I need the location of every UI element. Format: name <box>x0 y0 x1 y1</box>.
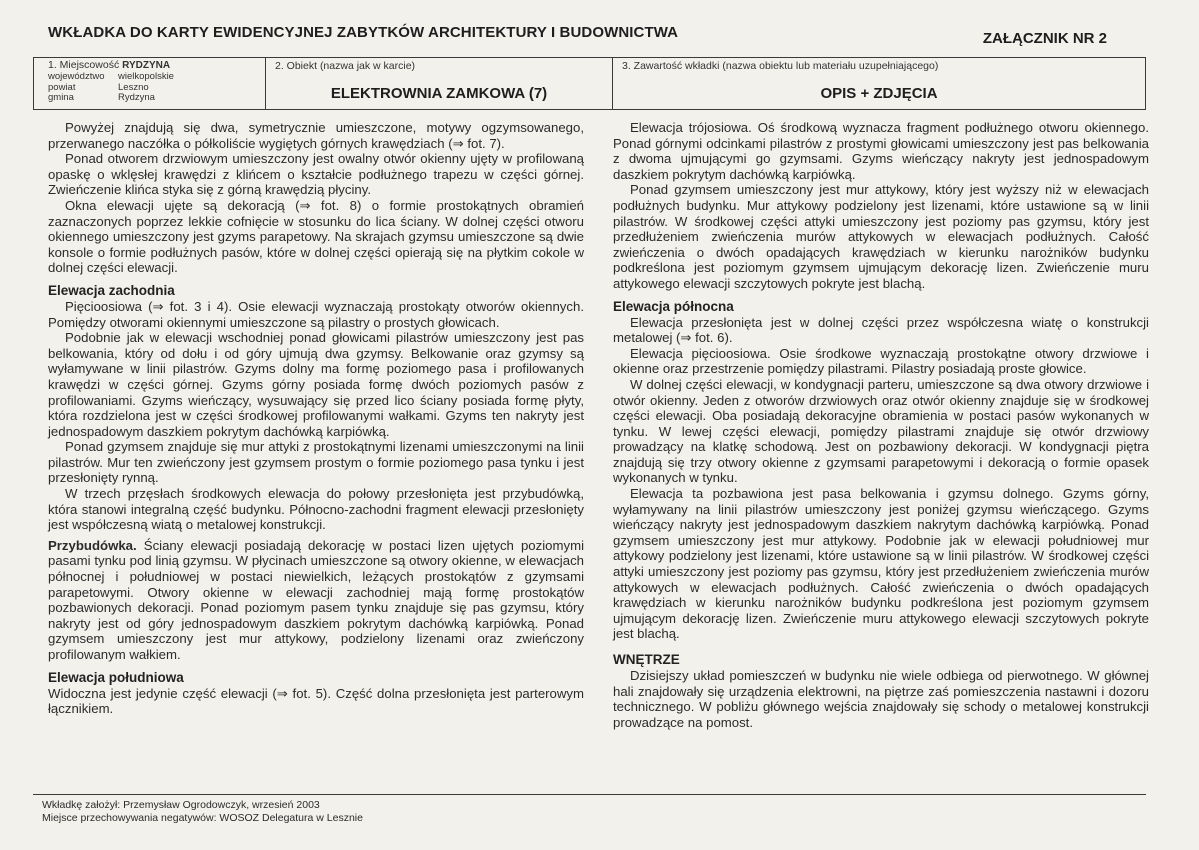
paragraph: Okna elewacji ujęte są dekoracją (⇒ fot. 8) o formie prostokątnych obramień zaznaczonych poprzez lekkie cofnięcie w stosunku do lica ściany. W dolnej części otworu okiennego umieszczony jest gzyms parapetowy. Na skrajach gzymsu umieszczone są dwie konsole o formie podłużnych pasów, które w dolnej części opierają się na płytkim cokole w dolnej części elewacji. <box>48 197 584 276</box>
footer-negatives: Miejsce przechowywania negatywów: WOSOZ Delegatura w Lesznie <box>42 811 363 824</box>
paragraph: Ponad otworem drzwiowym umieszczony jest owalny otwór okienny ujęty w profilowaną opaskę o wklęsłej krawędzi z klińcem o kształcie podłużnego trapezu w części górnej. Zwieńczenie klińca styka się z górną krawędzią płyciny. <box>48 151 584 198</box>
footer-author: Wkładkę założył: Przemysław Ogrodowczyk, wrzesień 2003 <box>42 799 320 811</box>
paragraph: Ponad gzymsem znajduje się mur attyki z prostokątnymi lizenami umieszczonymi na linii pilastrów. Mur ten zwieńczony jest gzymsem prostym o formie poziomego pasa tynku i jest przesłonięty rynną. <box>48 439 584 486</box>
annex-title: Przybudówka. <box>48 537 137 553</box>
paragraph: Elewacja trójosiowa. Oś środkową wyznacza fragment podłużnego otworu okiennego. Ponad górnymi odcinkami pilastrów z prostymi głowicami umieszczony jest pas belkowania z dwoma ujmującymi go gzymsami. Gzyms wieńczący nakryty jest jednospadowym daszkiem pokrytym dachówką karpiówką. <box>613 120 1149 182</box>
location-label: 1. Miejscowość <box>48 59 120 71</box>
paragraph: Elewacja przesłonięta jest w dolnej części przez współczesna wiatę o konstrukcji metalowej (⇒ fot. 6). <box>613 314 1149 346</box>
location-value: RYDZYNA <box>122 60 171 71</box>
object-value: ELEKTROWNIA ZAMKOWA (7) <box>330 85 548 102</box>
content-label: 3. Zawartość wkładki (nazwa obiektu lub materiału uzupełniającego) <box>622 60 939 72</box>
attachment-number: ZAŁĄCZNIK NR 2 <box>982 30 1107 47</box>
paragraph: Dzisiejszy układ pomieszczeń w budynku nie wiele odbiega od pierwotnego. W głównej hali znajdowały się urządzenia elektrowni, na piętrze zaś pomieszczenia nastawni i dozoru technicznego. W pobliżu głównego wejścia znajdowały się schody o metalowej konstrukcji prowadzące na pomost. <box>613 668 1149 730</box>
county-value: Leszno <box>118 81 149 93</box>
municipality-value: Rydzyna <box>118 92 155 103</box>
section-heading-west: Elewacja zachodnia <box>48 282 175 298</box>
object-label: 2. Obiekt (nazwa jak w karcie) <box>275 60 416 72</box>
location-cell <box>34 58 265 109</box>
paragraph: W trzech przęsłach środkowych elewacja do połowy przesłonięta jest przybudówką, która stanowi integralną część budynku. Północno-zachodni fragment elewacji przesłonięty jest współczesną wiatą o metalowej konstrukcji. <box>48 486 584 533</box>
footer <box>33 794 1146 824</box>
voivodeship-label: województwo <box>48 71 105 82</box>
paragraph: Powyżej znajdują się dwa, symetrycznie umieszczone, motywy ogzymsowanego, przerwanego naczółka o półkoliście wygiętych górnych krawędziach (⇒ fot. 7). <box>48 120 584 151</box>
record-header-box <box>33 57 1146 110</box>
paragraph: Pięcioosiowa (⇒ fot. 3 i 4). Osie elewacji wyznaczają prostokąty otworów okiennych. Pomiędzy otworami okiennymi umieszczone są pilastry o prostych głowicach. <box>48 298 584 330</box>
paragraph: Ponad gzymsem umieszczony jest mur attykowy, który jest wyższy niż w elewacjach podłużnych budynku. Mur attykowy podzielony jest lizenami, które ustawione są w linii pilastrów. W środkowej części attyki umieszczony jest poziomy pas gzymsu, który jest przedłużeniem zwieńczenia murów attykowych w elewacjach podłużnych. Całość zwieńczenia o dwóch opadających krawędziach w kierunku narożników budynku podkreślona jest poziomym gzymsem ujmującym dekorację lizen. Zwieńczenie muru attykowego elewacji szczytowych pokryte jest blachą. <box>613 182 1149 291</box>
section-heading-north: Elewacja północna <box>613 298 734 314</box>
content-value: OPIS + ZDJĘCIA <box>820 85 938 102</box>
paragraph: Elewacja pięcioosiowa. Osie środkowe wyznaczają prostokątne otwory drzwiowe i okienne oraz przestrzenie pomiędzy pilastrami. Pilastry posiadają proste głowice. <box>613 345 1149 377</box>
county-label: powiat <box>48 81 76 93</box>
right-column <box>613 120 1149 730</box>
section-heading-interior: WNĘTRZE <box>613 652 680 667</box>
content-cell <box>612 58 1145 109</box>
object-cell <box>265 58 612 109</box>
location-details <box>48 72 265 104</box>
paragraph: W dolnej części elewacji, w kondygnacji parteru, umieszczone są dwa otwory drzwiowe i otwór okienny. Jeden z otworów drzwiowych oraz otwór okienny znajduje się w środkowej części elewacji. Oba posiadają dekoracyjne obramienia w postaci pasów wykonanych w tynku. W lewej części elewacji, pomiędzy pilastrami znajduje się otwór drzwiowy prowadzący na klatkę schodową. Jest on pozbawiony dekoracji. W kondygnacji piętra znajdują się trzy otwory okienne z gzymsami parapetowymi i dekoracją o formie opasek wykonanych w tynku. <box>613 376 1149 486</box>
voivodeship-value: wielkopolskie <box>118 71 174 82</box>
paragraph: Podobnie jak w elewacji wschodniej ponad głowicami pilastrów umieszczony jest pas belkowania, który od dołu i od góry ujmują dwa gzymsy. Belkowanie oraz gzymsy są wyłamywane w linii pilastrów. Gzyms dolny ma formę poziomego pasa i profilowanych krawędzi w części górnej. Gzyms górny posiada formę dwóch poziomych pasów z profilowaniami. Gzyms wieńczący, wysuwający się przed lico ściany posiada formę płyty, która rozdzielona jest w części środkowej profilowanymi wałkami. Gzyms ten nakryty jest jednospadowym daszkiem pokrytym dachówką karpiówką. <box>48 330 584 439</box>
paragraph: Elewacja ta pozbawiona jest pasa belkowania i gzymsu dolnego. Gzyms górny, wyłamywany na linii pilastrów umieszczony jest poniżej gzymsu wieńczącego. Gzyms wieńczący nakryty jest jednospadowym daszkiem nakrytym dachówką karpiówką. Ponad gzymsem umieszczony jest mur attykowy. Podobnie jak w elewacji południowej mur attykowy podzielony jest lizenami, które ustawione są w linii pilastrów. W środkowej części attyki umieszczony jest poziomy pas gzymsu, który jest przedłużeniem zwieńczenia murów attykowych w elewacjach podłużnych. Całość zwieńczenia o dwóch opadających krawędziach w kierunku narożników budynku podkreślona jest poziomym gzymsem ujmującym dekorację lizen. Zwieńczenie muru attykowego elewacji szczytowych pokryte jest blachą. <box>613 486 1149 642</box>
annex-paragraph <box>48 538 584 663</box>
section-heading-south: Elewacja południowa <box>48 669 184 685</box>
annex-text: Ściany elewacji posiadają dekorację w postaci lizen ujętych poziomymi pasami tynku pod linią gzymsu. W płycinach umieszczone są otwory okienne, w elewacjach północnej i południowej w postaci niewielkich, leżących prostokątów z gzymsami parapetowymi. Otwory okienne w elewacji zachodniej mają formę prostokątów pozbawionych dekoracji. Ponad poziomym pasem tynku znajduje się pas gzymsu, który nakryty jest od góry jednospadowym daszkiem pokrytym dachówką karpiówką. Ponad gzymsem umieszczony jest mur attykowy, podzielony lizenami oraz zwieńczony profilowanym wałkiem. <box>48 537 584 662</box>
paragraph: Widoczna jest jedynie część elewacji (⇒ fot. 5). Część dolna przesłonięta jest parterowym łącznikiem. <box>48 685 584 717</box>
left-column <box>48 120 584 717</box>
document-title: WKŁADKA DO KARTY EWIDENCYJNEJ ZABYTKÓW ARCHITEKTURY I BUDOWNICTWA <box>48 24 679 41</box>
municipality-label: gmina <box>48 92 74 103</box>
